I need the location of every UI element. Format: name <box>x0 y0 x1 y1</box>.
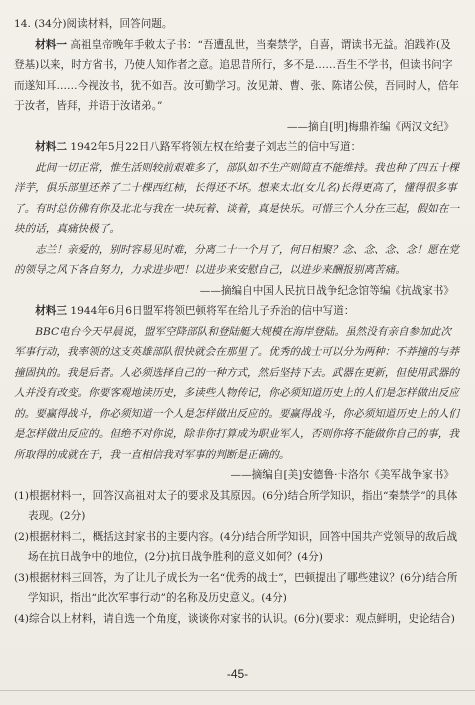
material-3-label: 材料三 <box>35 305 67 317</box>
material-2-body-2: 志兰！亲爱的，别时容易见时难，分离二十一个月了，何日相聚？念、念、念、念！愿在党的领导之风下各自努力，力求进步吧！以进步来安慰自己，以进步来酬报别离苦痛。 <box>14 243 459 276</box>
sub-question-2: (2)根据材料二，概括这封家书的主要内容。(4分)结合所学知识，回答中国共产党领导的敌后战场在抗日战争中的地位，(2分)抗日战争胜利的意义如何？(4分) <box>14 530 458 563</box>
material-2-source: ——摘编自中国人民抗日战争纪念馆等编《抗战家书》 <box>199 284 454 297</box>
page-number: -45- <box>226 667 249 681</box>
sub-question-3: (3)根据材料三回答，为了让儿子成长为一名“优秀的战士”，巴顿提出了哪些建议？(6分)结合所学知识，指出“此次军事行动”的名称及历史意义。(4分) <box>14 571 458 604</box>
material-1 <box>14 35 460 117</box>
material-3-intro <box>14 301 460 322</box>
question-header: 14. (34分)阅读材料，回答问题。 <box>14 18 173 30</box>
material-1-label: 材料一 <box>35 38 67 51</box>
sub-question-1: (1)根据材料一，回答汉高祖对太子的要求及其原因。(6分)结合所学知识，指出“秦禁学”的具体表现。(2分) <box>14 489 458 522</box>
material-2-body-1: 此间一切正常，惟生活则较前艰难多了，部队如不生产则简直不能维持。我也种了四五十棵洋芋，俱乐部里还养了二十棵西红柿，长得还不坏。想来太北(女儿名)长得更高了，懂得很多事了。有时总仿佛有你及北北与我在一块玩着、谈着，真是快乐。可惜三个人分在三起，假如在一块的话，真痛快极了。 <box>14 161 459 235</box>
material-3-intro-text: 1944年6月6日盟军将领巴顿将军在给儿子乔治的信中写道： <box>70 305 355 317</box>
question-body <box>14 14 460 629</box>
material-3-body: BBC电台今天早晨说，盟军空降部队和登陆艇大规模在海岸登陆。虽然没有亲自参加此次军事行动，我率领的这支英雄部队很快就会在那里了。优秀的战士可以分为两种：不莽撞的与莽撞固执的。我是后者。人必须选择自己的一种方式，然后坚持下去。武器在更新，但使用武器的人并没有改变。你要客观地读历史，多读些人物传记，你必须知道历史上的人们是怎样做出反应的。要赢得战斗，你必须知道一个人是怎样做出反应的。要赢得战斗，你必须知道历史上的人们是怎样做出反应的。但绝不对你说，除非你打算成为职业军人，否则你将不能做你自己的事，我所取得的成就在于，我一直相信我对军事的判断是正确的。 <box>14 325 459 461</box>
material-2-intro-text: 1942年5月22日八路军将领左权在给妻子刘志兰的信中写道： <box>70 141 362 153</box>
material-1-text: 高祖皇帝晚年手敕太子书：“吾遭乱世，当秦禁学，自喜，谓读书无益。洎践祚(及登基)以来，时方省书，乃使人知作者之意。追思昔所行，多不是……吾生不学书，但读书问字而遂知耳……今视汝书，犹不如吾。汝可勤学习。汝见萧、曹、张、陈诸公侯，吾同时人，倍年于汝者，皆拜，并语于汝诸弟。” <box>14 38 459 112</box>
sub-question-4: (4)综合以上材料，请自选一个角度，谈谈你对家书的认识。(6分)(要求：观点鲜明，史论结合) <box>14 612 455 625</box>
material-3-source: ——摘编自[美]安德鲁·卡洛尔《美军战争家书》 <box>230 469 454 481</box>
bottom-divider <box>0 690 475 691</box>
material-1-source: ——摘自[明]梅鼎祚编《两汉文纪》 <box>286 120 454 133</box>
material-2-label: 材料二 <box>35 141 67 153</box>
material-2-intro <box>14 137 460 158</box>
